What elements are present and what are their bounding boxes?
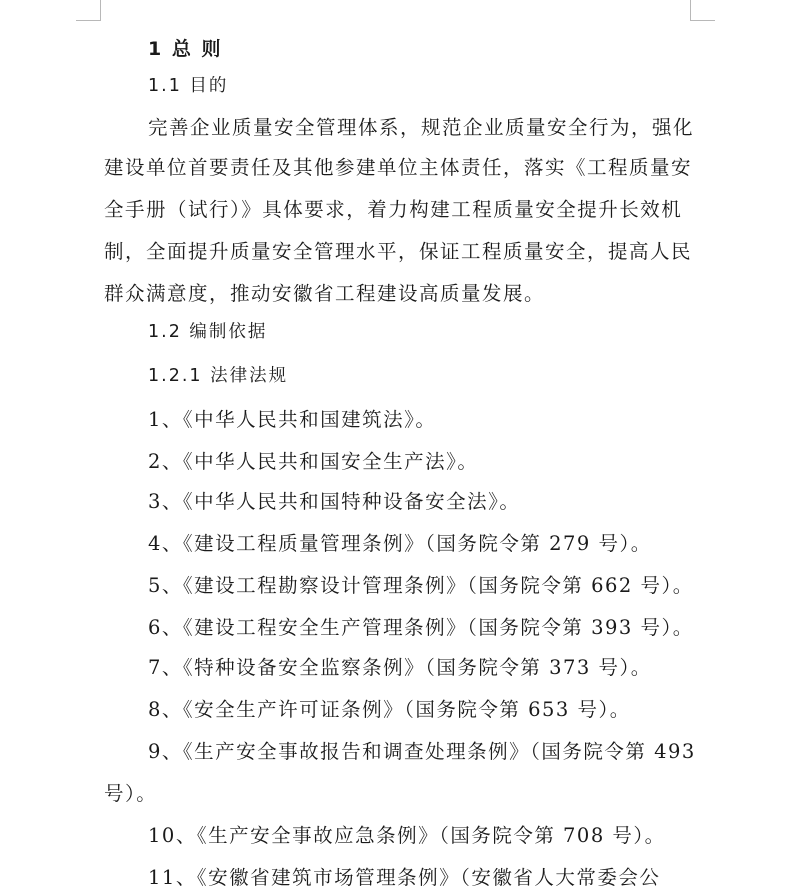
paragraph-line: 完善企业质量安全管理体系，规范企业质量安全行为，强化: [148, 116, 695, 139]
list-item: 1、《中华人民共和国建筑法》。: [148, 408, 437, 431]
subsection-heading-laws: 1.2.1 法律法规: [148, 366, 289, 386]
paragraph-line: 群众满意度，推动安徽省工程建设高质量发展。: [104, 282, 546, 305]
section-heading-basis: 1.2 编制依据: [148, 322, 268, 342]
paragraph-line: 制，全面提升质量安全管理水平，保证工程质量安全，提高人民: [104, 240, 693, 263]
section-heading-purpose: 1.1 目的: [148, 76, 229, 96]
list-item: 5、《建设工程勘察设计管理条例》（国务院令第 662 号）。: [148, 574, 694, 597]
list-item: 8、《安全生产许可证条例》（国务院令第 653 号）。: [148, 698, 631, 721]
list-item: 2、《中华人民共和国安全生产法》。: [148, 450, 479, 473]
paragraph-line: 建设单位首要责任及其他参建单位主体责任，落实《工程质量安: [104, 156, 693, 179]
list-item: 4、《建设工程质量管理条例》（国务院令第 279 号）。: [148, 532, 652, 555]
paragraph-line: 全手册（试行）》具体要求，着力构建工程质量安全提升长效机: [104, 198, 683, 221]
list-item-continuation: 号）。: [104, 782, 158, 805]
list-item: 6、《建设工程安全生产管理条例》（国务院令第 393 号）。: [148, 616, 694, 639]
list-item: 7、《特种设备安全监察条例》（国务院令第 373 号）。: [148, 656, 652, 679]
list-item: 3、《中华人民共和国特种设备安全法》。: [148, 490, 521, 513]
chapter-heading: 1 总 则: [148, 38, 223, 60]
crop-mark-top-left: [76, 0, 101, 21]
crop-mark-top-right: [690, 0, 715, 21]
list-item: 11、《安徽省建筑市场管理条例》（安徽省人大常委会公: [148, 866, 661, 889]
list-item: 9、《生产安全事故报告和调查处理条例》（国务院令第 493: [148, 740, 696, 763]
list-item: 10、《生产安全事故应急条例》（国务院令第 708 号）。: [148, 824, 666, 847]
